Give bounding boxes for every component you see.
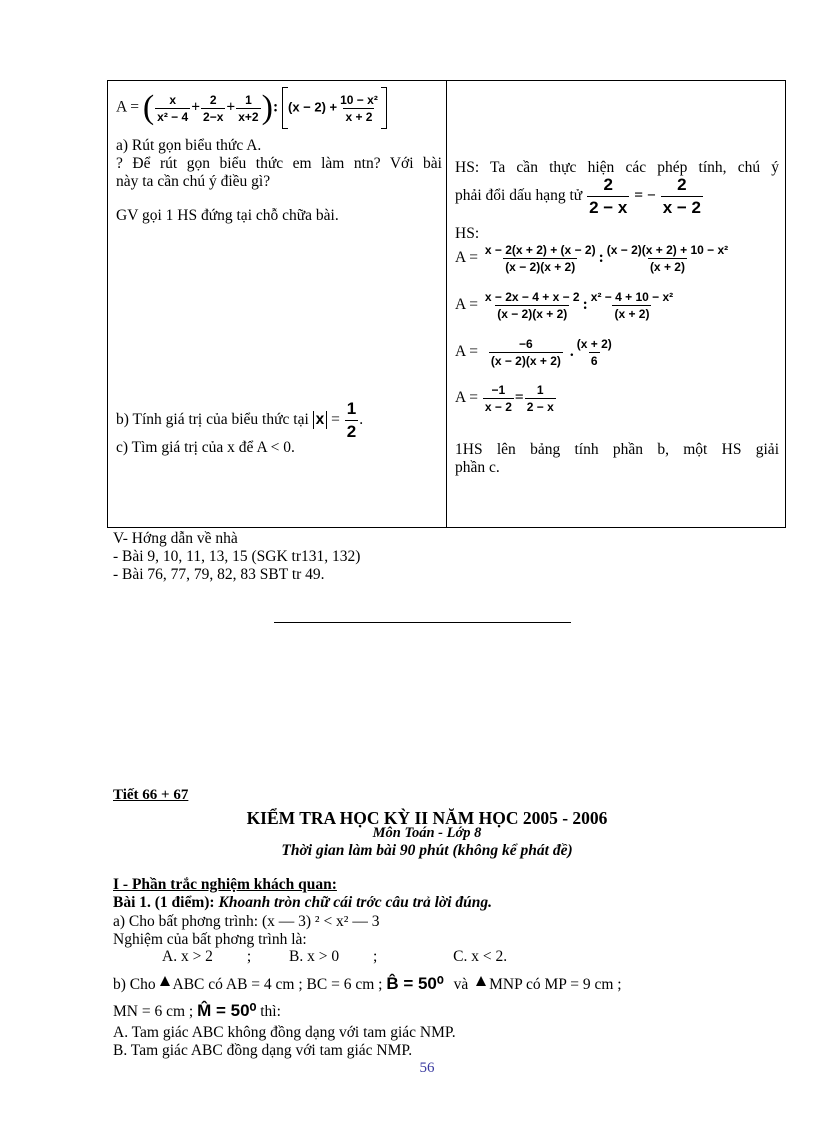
option-c: C. x < 2. <box>453 948 508 965</box>
frac-half: $\frac{1}{2}$ <box>346 399 357 441</box>
question-line-2: này ta cần chú ý điều gì? <box>116 173 271 190</box>
option-b: B. x > 0 <box>289 948 340 965</box>
page-number: 56 <box>419 1060 435 1076</box>
bai1-header: Bài 1. (1 điểm): Khoanh tròn chữ cái trớc câu trả lời đúng. <box>113 894 493 911</box>
formula-prefix: A = <box>116 98 139 116</box>
question-a-prompt: Nghiệm của bất phơng trình là: <box>113 931 307 948</box>
hs-final-1: 1HS lên bảng tính phần b, một HS giải <box>455 441 779 458</box>
question-line-1: ? Để rút gọn biểu thức em làm ntn? Với bài <box>116 155 442 172</box>
exam-title: KIỂM TRA HỌC KỲ II NĂM HỌC 2005 - 2006 <box>246 808 608 828</box>
part-b: b) Tính giá trị của biểu thức tại x = $\frac{1}{2}$ . <box>116 399 364 441</box>
hs-final-2: phần c. <box>455 459 500 476</box>
hs-answer-1: HS: Ta cần thực hiện các phép tính, chú ý <box>455 159 779 176</box>
solution-step-1: A = $\frac{x - 2(x + 2) + (x - 2)}{(x - 2)(x + 2)}$ : $\frac{\text{(x − 2)(x + 2) + 10 − x²}}{(x + 2)}$ <box>455 243 729 274</box>
part-a: a) Rút gọn biểu thức A. <box>116 137 262 154</box>
teacher-note: GV gọi 1 HS đứng tại chỗ chữa bài. <box>116 207 339 224</box>
homework-block <box>113 530 360 584</box>
abs-x: x <box>313 411 328 429</box>
triangle-icon <box>160 976 170 986</box>
frac-3: $\frac{1}{x+2}$ <box>238 92 259 124</box>
paren-close: ) <box>261 89 273 126</box>
solution-step-2: A = $\frac{x - 2x - 4 + x - 2}{(x - 2)(x + 2)}$ : $\frac{\text{x² − 4 + 10 − x²}}{(x + 2)}$ <box>455 290 674 321</box>
question-b-line-2: MN = 6 cm ; M̂ = 50⁰ thì: <box>113 1001 281 1020</box>
triangle-icon-2 <box>476 976 486 986</box>
frac-2: $\frac{2}{2-x}$ <box>203 92 224 124</box>
part-c: c) Tìm giá trị của x để A < 0. <box>116 439 295 456</box>
angle-b: B̂ = 50⁰ <box>386 974 444 993</box>
question-a: a) Cho bất phơng trình: (x — 3) ² < x² — 3 <box>113 913 380 930</box>
frac-4: $\frac{\text{10 − x²}}{x + 2}$ <box>340 92 378 124</box>
frac-1: $\frac{x}{\text{x² − 4}}$ <box>157 92 189 124</box>
bracket-close <box>381 87 387 129</box>
answer-a: A. Tam giác ABC không đồng dạng với tam giác NMP. <box>113 1024 456 1041</box>
formula-A: A = ( $\frac{x}{\text{x² − 4}}$ + $\frac{2}{2-x}$ + $\frac{1}{x+2}$ ): (x − 2) + $\frac{\text{10 − x²}}{x + 2}$ <box>116 87 387 129</box>
answer-b: B. Tam giác ABC đồng dạng với tam giác NMP. <box>113 1042 413 1059</box>
section-title: I - Phần trắc nghiệm khách quan: <box>113 876 337 893</box>
question-b: b) Cho ABC có AB = 4 cm ; BC = 6 cm ; B̂ = 50⁰ và MNP có MP = 9 cm ; <box>113 974 622 993</box>
option-a: A. x > 2 <box>162 948 213 965</box>
solution-step-3: A = $\frac{-6}{(x - 2)(x + 2)}$ . $\frac{(x + 2)}{6}$ <box>455 337 612 368</box>
paren-open: ( <box>142 89 155 126</box>
homework-line-1: - Bài 9, 10, 11, 13, 15 (SGK tr131, 132) <box>113 548 361 565</box>
hs-answer-2: phải đổi dấu hạng tử $\frac{2}{2 - x}$ = − $\frac{2}{x - 2}$ <box>455 175 701 217</box>
options-a: A. x > 2 ; B. x > 0 ; C. x < 2. <box>162 948 508 965</box>
solution-step-4: A = $\frac{-1}{x - 2}$ = $\frac{1}{2 - x}$ <box>455 383 554 414</box>
lesson-table <box>107 80 786 528</box>
homework-title: V- Hớng dẫn về nhà <box>113 530 238 547</box>
period-label: Tiết 66 + 67 <box>113 787 189 803</box>
homework-line-2: - Bài 76, 77, 79, 82, 83 SBT tr 49. <box>113 566 325 583</box>
hs-frac-1: $\frac{2}{2 - x}$ <box>589 175 628 217</box>
exam-subject: Môn Toán - Lớp 8 <box>372 825 482 841</box>
left-text-block <box>116 137 442 191</box>
separator-line <box>274 622 571 623</box>
hs-label: HS: <box>455 225 480 242</box>
angle-m: M̂ = 50⁰ <box>197 1001 257 1020</box>
column-divider <box>446 81 447 527</box>
exam-time: Thời gian làm bài 90 phút (không kể phát đề) <box>281 842 573 859</box>
hs-frac-2: $\frac{2}{x - 2}$ <box>662 175 701 217</box>
